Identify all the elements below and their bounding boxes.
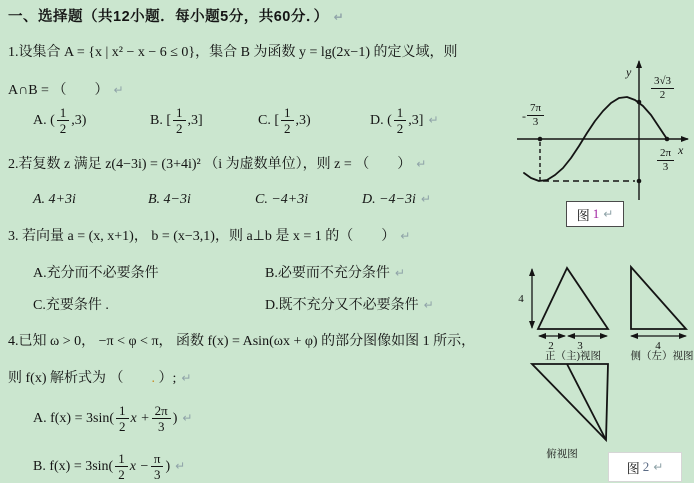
- point-minimum-level: [637, 179, 642, 184]
- figure-2-three-views: [505, 258, 694, 483]
- question-2-text: 2.若复数 z 满足 z(4−3i) = (3+4i)² （i 为虚数单位），则 z = （ ）: [8, 157, 412, 172]
- top-view-inner-edge: [567, 364, 606, 440]
- fig1-y-axis-label: [626, 66, 631, 78]
- question-1-stem: A∩B = （ ）: [8, 83, 109, 98]
- fraction-denominator: 2: [119, 418, 126, 434]
- fraction-denominator: 2: [176, 120, 183, 136]
- fraction-numerator: 2π: [152, 404, 171, 419]
- q3-option-d: [265, 297, 434, 315]
- paragraph-mark: ↵: [423, 298, 434, 312]
- fraction: [527, 103, 544, 128]
- paragraph-mark: ↵: [333, 10, 345, 24]
- point-x-right: [665, 137, 670, 142]
- fraction-denominator: 2: [396, 120, 404, 136]
- paragraph-mark: ↵: [394, 266, 405, 280]
- paragraph-mark: ↵: [113, 83, 124, 97]
- side-view-label: 侧（左）视图: [630, 351, 694, 362]
- fraction: [116, 404, 129, 433]
- q2-option-d-text: D. −4−3i: [362, 192, 416, 207]
- top-view-triangle: [532, 364, 608, 440]
- q1-option-a-pre: A. (: [33, 112, 55, 128]
- q4-option-a-mid: x +: [130, 410, 150, 426]
- question-1-line-1: [8, 44, 458, 62]
- fraction-denominator: 2: [284, 120, 291, 136]
- figure-1-caption: [566, 201, 624, 227]
- paragraph-mark: ↵: [182, 411, 193, 426]
- front-height-value: 4: [518, 293, 524, 305]
- fraction: [651, 76, 674, 101]
- fig1-x-text: x: [678, 143, 684, 157]
- paragraph-mark: ↵: [428, 113, 439, 128]
- point-x-left: [538, 137, 543, 142]
- q4-option-b-mid: x −: [129, 458, 149, 474]
- q1-option-b: [150, 106, 203, 135]
- q1-option-a: [33, 106, 86, 135]
- q1-option-c: [258, 106, 311, 135]
- figure-2-caption-number: 2: [642, 459, 650, 474]
- fraction-numerator: 1: [394, 106, 407, 121]
- paragraph-mark: ↵: [175, 459, 186, 474]
- q4-option-a-pre: A. f(x) = 3sin(: [33, 410, 114, 426]
- fraction-numerator: 2π: [657, 148, 674, 161]
- q1-option-d-post: ,3]: [408, 112, 424, 128]
- q4-small-dot: .: [151, 371, 155, 386]
- question-4-text: 4.已知 ω > 0， −π < φ < π， 函数 f(x) = Asin(ωx + φ) 的部分图像如图 1 所示，: [8, 334, 476, 349]
- question-4-line-2: [8, 370, 191, 388]
- fig1-x-axis-label: [678, 144, 683, 156]
- question-4-line-1: [8, 333, 475, 351]
- q3-option-a: [33, 265, 159, 283]
- q3-option-a-text: A.充分而不必要条件: [33, 266, 159, 281]
- side-base-value: 4: [655, 340, 661, 352]
- paragraph-mark: ↵: [181, 371, 192, 385]
- fraction-numerator: 7π: [527, 103, 544, 116]
- top-view-label: 俯视图: [546, 449, 578, 460]
- fraction-numerator: 1: [173, 106, 186, 121]
- point-y-intercept: [637, 100, 642, 105]
- minus-sign: -: [522, 108, 526, 123]
- fig1-x-left-tick: [522, 103, 545, 128]
- fraction-denominator: 2: [118, 466, 125, 482]
- section-title-text: 一、选择题（共12小题．每小题5分，共60分．）: [8, 9, 329, 25]
- figure-2-caption: [608, 452, 682, 482]
- paragraph-mark: ↵: [653, 460, 664, 474]
- fraction: [394, 106, 407, 135]
- question-3-text: 3. 若向量 a = (x, x+1)， b = (x−3,1)，则 a⊥b 是 x = 1 的（ ）: [8, 229, 396, 244]
- fraction-numerator: 1: [281, 106, 294, 121]
- q2-option-c: [255, 191, 308, 209]
- question-2-line: [8, 156, 426, 174]
- paragraph-mark: ↵: [416, 157, 427, 171]
- q2-option-b: [148, 191, 191, 209]
- q3-option-c-text: C.充要条件 .: [33, 298, 109, 313]
- q1-option-d-pre: D. (: [370, 112, 392, 128]
- q1-option-a-post: ,3): [71, 112, 87, 128]
- paragraph-mark: ↵: [603, 207, 614, 221]
- fraction-denominator: 3: [157, 418, 165, 434]
- fraction-denominator: 2: [59, 120, 67, 136]
- q4-stem-pre: 则 f(x) 解析式为 （: [8, 371, 152, 386]
- front-base-right-value: 3: [577, 340, 583, 352]
- side-view-triangle: [631, 267, 686, 329]
- fraction: [281, 106, 294, 135]
- paragraph-mark: ↵: [400, 229, 411, 243]
- q2-option-c-text: C. −4+3i: [255, 192, 309, 207]
- fraction-numerator: π: [151, 452, 164, 467]
- fraction: [57, 106, 70, 135]
- fraction-denominator: 3: [532, 115, 539, 128]
- fraction-denominator: 2: [659, 88, 666, 101]
- q2-option-d: [362, 191, 431, 209]
- fig1-y-intercept-value: [650, 74, 675, 101]
- fraction: [152, 404, 171, 433]
- q3-option-b: [265, 265, 405, 283]
- paragraph-mark: ↵: [420, 192, 431, 206]
- question-1-line-2: [8, 82, 124, 100]
- question-3-line: [8, 228, 410, 246]
- q4-option-a: [33, 404, 192, 433]
- front-base-left-value: 2: [548, 340, 554, 352]
- fraction-denominator: 3: [153, 466, 161, 482]
- q2-option-a-text: A. 4+3i: [33, 192, 76, 207]
- q2-option-b-text: B. 4−3i: [148, 192, 191, 207]
- q3-option-d-text: D.既不充分又不必要条件: [265, 298, 419, 313]
- q4-option-a-post: ): [172, 410, 178, 426]
- q1-option-c-post: ,3): [295, 112, 311, 128]
- q3-option-c: [33, 297, 109, 315]
- figure-1-caption-prefix: 图: [576, 207, 590, 223]
- fraction-denominator: 3: [662, 160, 669, 173]
- q1-option-d: [370, 106, 439, 135]
- q4-option-b-post: ): [165, 458, 171, 474]
- q1-option-c-pre: C. [: [258, 112, 279, 128]
- fraction: [115, 452, 128, 481]
- fraction: [657, 148, 674, 173]
- q1-option-b-pre: B. [: [150, 112, 171, 128]
- question-1-text: 1.设集合 A = {x | x² − x − 6 ≤ 0}，集合 B 为函数 y = lg(2x−1) 的定义域，则: [8, 45, 458, 60]
- fraction-numerator: 1: [116, 404, 129, 419]
- figure-2-caption-prefix: 图: [626, 460, 640, 476]
- figure-1-caption-number: 1: [592, 206, 600, 221]
- fraction-numerator: 1: [115, 452, 128, 467]
- q4-stem-post: ）;: [155, 371, 177, 386]
- q1-option-b-post: ,3]: [187, 112, 203, 128]
- q4-option-b-pre: B. f(x) = 3sin(: [33, 458, 114, 474]
- q3-option-b-text: B.必要而不充分条件: [265, 266, 390, 281]
- front-view-label: 正（主)视图: [545, 351, 601, 362]
- fraction: [173, 106, 186, 135]
- fig1-x-right-tick: [656, 146, 675, 173]
- fraction-numerator: 3√3: [651, 76, 674, 89]
- fraction-numerator: 1: [57, 106, 70, 121]
- fig1-y-text: y: [626, 65, 632, 79]
- section-title: [8, 8, 344, 26]
- front-view-triangle: [538, 268, 608, 329]
- q2-option-a: [33, 191, 76, 209]
- q4-option-b: [33, 452, 185, 481]
- fraction: [151, 452, 164, 481]
